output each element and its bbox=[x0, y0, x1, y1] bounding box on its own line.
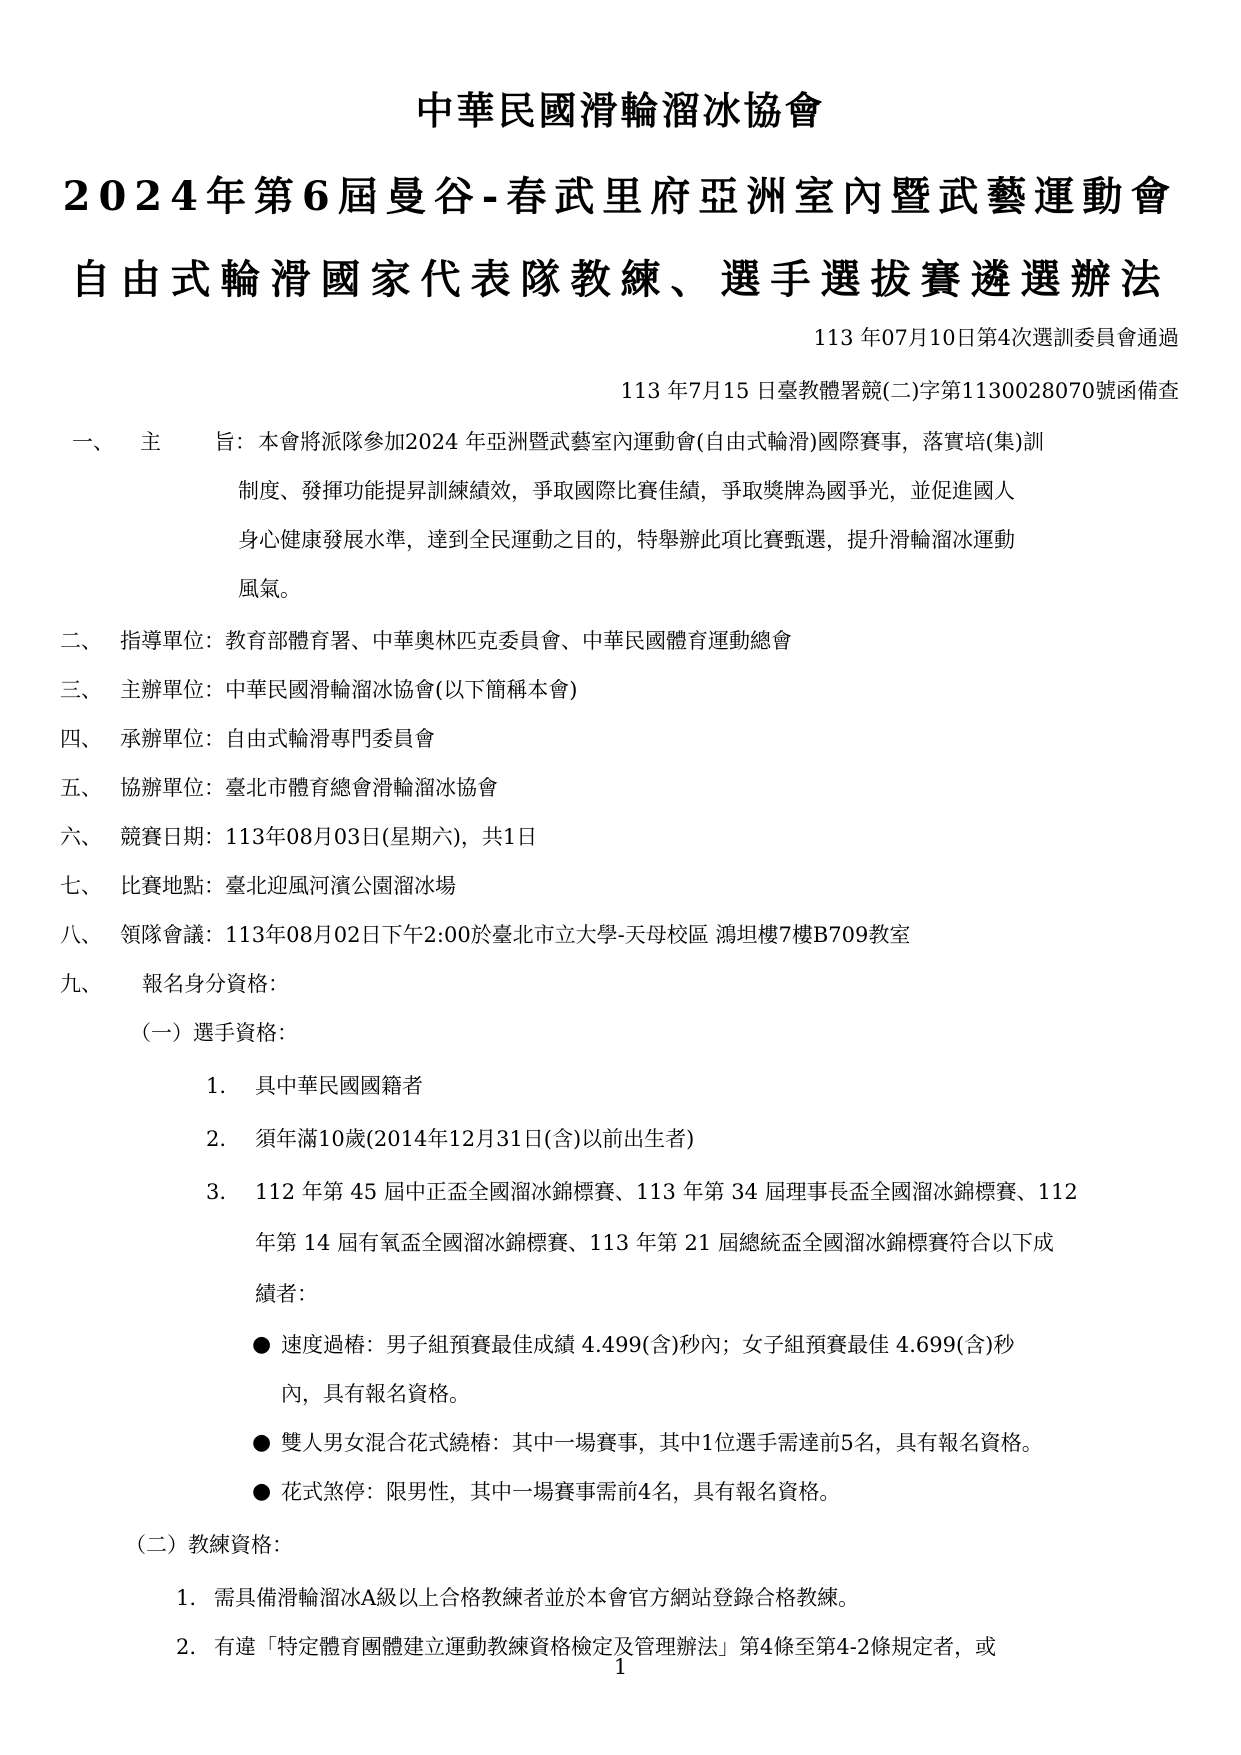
document-subtitle: 2024年第6屆曼谷-春武里府亞洲室內暨武藝運動會 bbox=[62, 173, 1179, 220]
section-2-number: 二、 bbox=[60, 629, 102, 653]
section-2-text: 指導單位：教育部體育署、中華奧林匹克委員會、中華民國體育運動總會 bbox=[120, 629, 792, 653]
athlete-item-3-number: 3. bbox=[206, 1180, 227, 1204]
pair-slalom-criteria: 雙人男女混合花式繞樁：其中一場賽事，其中1位選手需達前5名，具有報名資格。 bbox=[281, 1431, 1043, 1455]
athlete-item-3-line-3: 績者： bbox=[255, 1282, 318, 1306]
section-1-number: 一、 bbox=[72, 430, 114, 454]
coach-item-2-number: 2. bbox=[176, 1635, 197, 1659]
section-3-number: 三、 bbox=[60, 678, 102, 702]
section-4-number: 四、 bbox=[60, 727, 102, 751]
athlete-item-2-number: 2. bbox=[206, 1127, 227, 1151]
bullet-icon: ● bbox=[252, 1479, 272, 1504]
athlete-item-3-line-1: 112 年第 45 屆中正盃全國溜冰錦標賽、113 年第 34 屆理事長盃全國溜冰錦標賽、112 bbox=[255, 1180, 1078, 1204]
athlete-item-1-text: 具中華民國國籍者 bbox=[255, 1074, 423, 1098]
section-1-label-a: 主 bbox=[140, 430, 161, 454]
section-7-number: 七、 bbox=[60, 874, 102, 898]
section-6-text: 競賽日期：113年08月03日(星期六)，共1日 bbox=[120, 825, 538, 849]
document-title: 中華民國滑輪溜冰協會 bbox=[415, 88, 826, 133]
page-number: 1 bbox=[613, 1655, 628, 1679]
section-1-line-1: 本會將派隊參加2024 年亞洲暨武藝室內運動會(自由式輪滑)國際賽事，落實培(集)訓 bbox=[258, 430, 1044, 454]
section-4-text: 承辦單位：自由式輪滑專門委員會 bbox=[120, 727, 435, 751]
bullet-icon: ● bbox=[252, 1332, 272, 1357]
speed-slalom-criteria-line-2: 內，具有報名資格。 bbox=[281, 1382, 470, 1406]
slide-criteria: 花式煞停：限男性，其中一場賽事需前4名，具有報名資格。 bbox=[281, 1480, 841, 1504]
section-5-number: 五、 bbox=[60, 776, 102, 800]
section-3-text: 主辦單位：中華民國滑輪溜冰協會(以下簡稱本會) bbox=[120, 678, 578, 702]
coach-item-1-text: 需具備滑輪溜冰A級以上合格教練者並於本會官方網站登錄合格教練。 bbox=[214, 1586, 860, 1610]
section-8-number: 八、 bbox=[60, 923, 102, 947]
coach-item-2-text: 有違「特定體育團體建立運動教練資格檢定及管理辦法」第4條至第4-2條規定者，或 bbox=[214, 1635, 997, 1659]
section-1-line-2: 制度、發揮功能提昇訓練績效，爭取國際比賽佳績，爭取獎牌為國爭光，並促進國人 bbox=[238, 479, 1015, 503]
section-1-line-4: 風氣。 bbox=[238, 577, 301, 601]
section-6-number: 六、 bbox=[60, 825, 102, 849]
athlete-item-2-text: 須年滿10歲(2014年12月31日(含)以前出生者) bbox=[255, 1127, 695, 1151]
approval-note: 113 年07月10日第4次選訓委員會通過 bbox=[813, 326, 1179, 350]
athlete-item-3-line-2: 年第 14 屆有氧盃全國溜冰錦標賽、113 年第 21 屆總統盃全國溜冰錦標賽符合以下成 bbox=[255, 1231, 1054, 1255]
section-1-line-3: 身心健康發展水準，達到全民運動之目的，特舉辦此項比賽甄選，提升滑輪溜冰運動 bbox=[238, 528, 1015, 552]
athlete-qualification-heading: （一）選手資格： bbox=[130, 1021, 298, 1045]
section-9-text: 報名身分資格： bbox=[142, 972, 289, 996]
coach-item-1-number: 1. bbox=[176, 1586, 197, 1610]
section-8-text: 領隊會議：113年08月02日下午2:00於臺北市立大學-天母校區 鴻坦樓7樓B709教室 bbox=[120, 923, 911, 947]
filing-note: 113 年7月15 日臺教體署競(二)字第1130028070號函備查 bbox=[620, 379, 1179, 403]
section-1-label-b: 旨： bbox=[214, 430, 256, 454]
coach-qualification-heading: （二）教練資格： bbox=[125, 1533, 293, 1557]
document-heading: 自由式輪滑國家代表隊教練、選手選拔賽遴選辦法 bbox=[70, 256, 1171, 303]
section-5-text: 協辦單位：臺北市體育總會滑輪溜冰協會 bbox=[120, 776, 498, 800]
section-7-text: 比賽地點：臺北迎風河濱公園溜冰場 bbox=[120, 874, 456, 898]
section-9-number: 九、 bbox=[60, 972, 102, 996]
speed-slalom-criteria-line-1: 速度過樁：男子組預賽最佳成績 4.499(含)秒內；女子組預賽最佳 4.699(含)秒 bbox=[281, 1333, 1015, 1357]
bullet-icon: ● bbox=[252, 1430, 272, 1455]
athlete-item-1-number: 1. bbox=[206, 1074, 227, 1098]
